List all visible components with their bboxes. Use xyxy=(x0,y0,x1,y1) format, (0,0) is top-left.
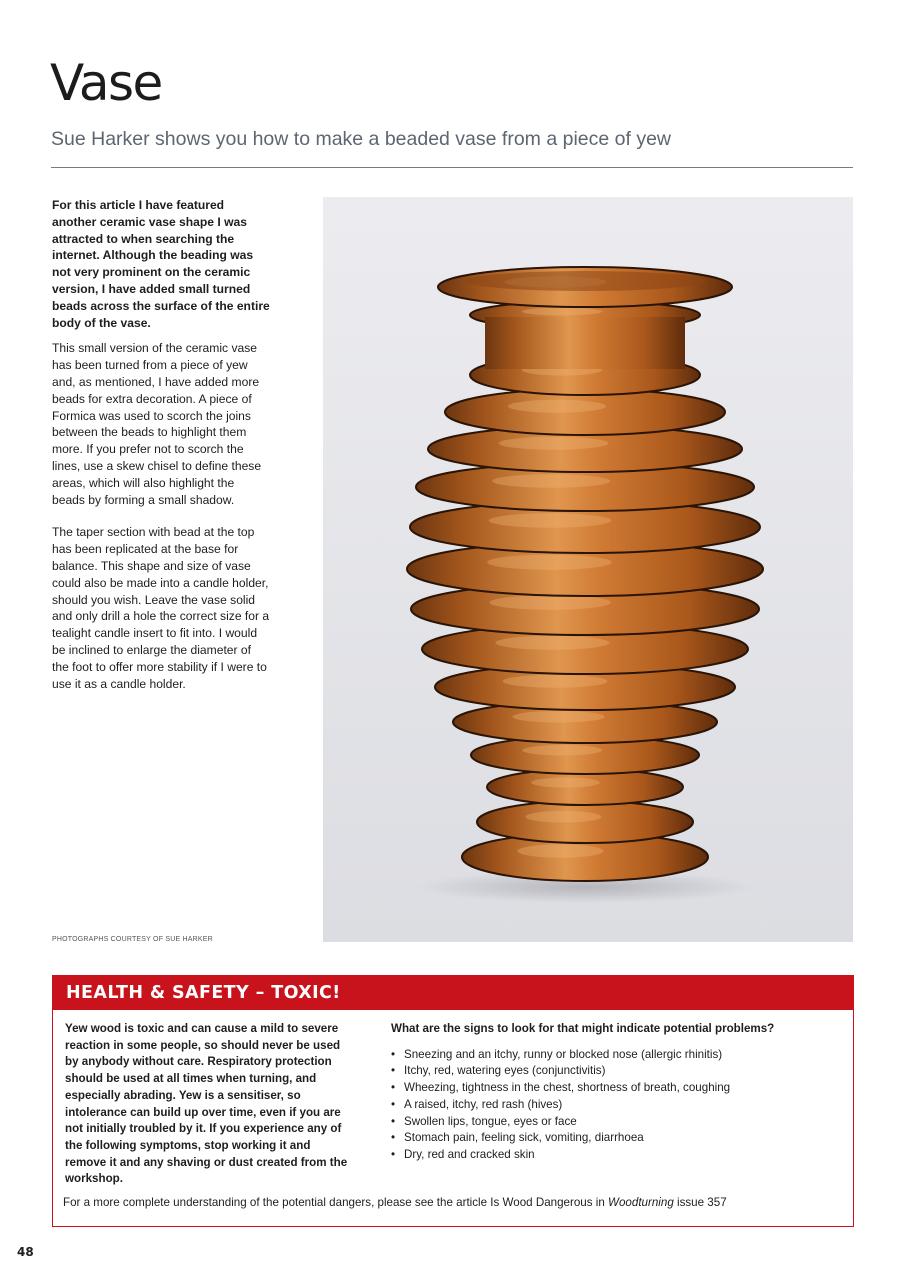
symptom-item: • Itchy, red, watering eyes (conjunctivitis) xyxy=(391,1063,841,1080)
photo-credit: PHOTOGRAPHS COURTESY OF SUE HARKER xyxy=(52,936,213,943)
bullet-icon: • xyxy=(391,1064,396,1078)
bullet-icon: • xyxy=(391,1047,396,1061)
wood-highlight xyxy=(489,513,612,528)
wood-highlight xyxy=(512,711,604,723)
magazine-title: Woodturning xyxy=(608,1196,674,1209)
body-paragraph-2: The taper section with bead at the top has been replicated at the base for balance. This shape and size of vase could also be made into a candle holder, should you wish. Leave the vase solid and only drill a hole the correct size for a tealight candle insert to fit into. I would be inclined to enlarge the diameter of the foot to offer more stability if I were to use it as a candle holder. xyxy=(52,525,270,691)
wood-highlight xyxy=(522,308,603,316)
wood-highlight xyxy=(495,636,609,650)
symptoms-list xyxy=(391,1047,841,1164)
article-subtitle: Sue Harker shows you how to make a beaded vase from a piece of yew xyxy=(51,128,671,150)
vase-bead xyxy=(477,801,693,843)
symptom-item: • Sneezing and an itchy, runny or blocked nose (allergic rhinitis) xyxy=(391,1047,841,1064)
wood-highlight xyxy=(499,437,609,450)
wood-highlight xyxy=(517,844,603,857)
symptom-item: • Dry, red and cracked skin xyxy=(391,1147,841,1164)
health-safety-box xyxy=(52,975,854,1227)
wood-highlight xyxy=(531,777,600,787)
bullet-icon: • xyxy=(391,1081,396,1095)
wood-highlight xyxy=(503,675,608,688)
vase-illustration xyxy=(323,197,853,942)
intro-paragraph: For this article I have featured another ceramic vase shape I was attracted to when searching the internet. Although the beading was not very prominent on the ceramic version, I have added small turned beads across the surface of the entire body of the vase. xyxy=(52,198,270,330)
symptom-item: • Wheezing, tightness in the chest, shortness of breath, coughing xyxy=(391,1080,841,1097)
article-title: Vase xyxy=(50,54,162,112)
further-reading-note: For a more complete understanding of the potential dangers, please see the article Is Wood Dangerous in Woodturning issue 357 xyxy=(63,1196,727,1209)
body-paragraph-1: This small version of the ceramic vase has been turned from a piece of yew and, as mentioned, I have added more beads for extra decoration. A piece of Formica was used to scorch the joins between the beads to highlight them more. If you prefer not to scorch the lines, use a skew chisel to define these areas, which will also highlight the beads by forming a small shadow. xyxy=(52,341,262,507)
symptoms-question: What are the signs to look for that might indicate potential problems? xyxy=(391,1022,775,1035)
page-number: 48 xyxy=(17,1245,34,1259)
vase-rim xyxy=(465,271,705,291)
wood-highlight xyxy=(487,555,612,570)
header-divider xyxy=(51,167,853,168)
bullet-icon: • xyxy=(391,1097,396,1111)
symptoms-section xyxy=(391,1021,841,1164)
wood-highlight xyxy=(526,811,602,823)
wood-highlight xyxy=(522,745,602,756)
toxic-warning-text: Yew wood is toxic and can cause a mild to severe reaction in some people, so should never be used by anybody without care. Respiratory protection should be used at all times when turning, and especially abrading. Yew is a sensitiser, so intolerance can build up over time, even if you are not initially troubled by it. If you experience any of the following symptoms, stop working it and remove it and any shaving or dust created from the workshop. xyxy=(65,1022,348,1186)
article-body xyxy=(52,197,270,698)
bullet-icon: • xyxy=(391,1147,396,1161)
symptom-item: • A raised, itchy, red rash (hives) xyxy=(391,1097,841,1114)
vase-neck xyxy=(485,317,685,369)
symptom-item: • Swollen lips, tongue, eyes or face xyxy=(391,1114,841,1131)
wood-highlight xyxy=(508,400,606,413)
wood-highlight xyxy=(492,474,610,487)
bullet-icon: • xyxy=(391,1114,396,1128)
symptom-item: • Stomach pain, feeling sick, vomiting, diarrhoea xyxy=(391,1130,841,1147)
wood-highlight xyxy=(489,595,611,610)
health-safety-heading: HEALTH & SAFETY – TOXIC! xyxy=(53,976,853,1010)
vase-photo xyxy=(323,197,853,942)
bullet-icon: • xyxy=(391,1131,396,1145)
